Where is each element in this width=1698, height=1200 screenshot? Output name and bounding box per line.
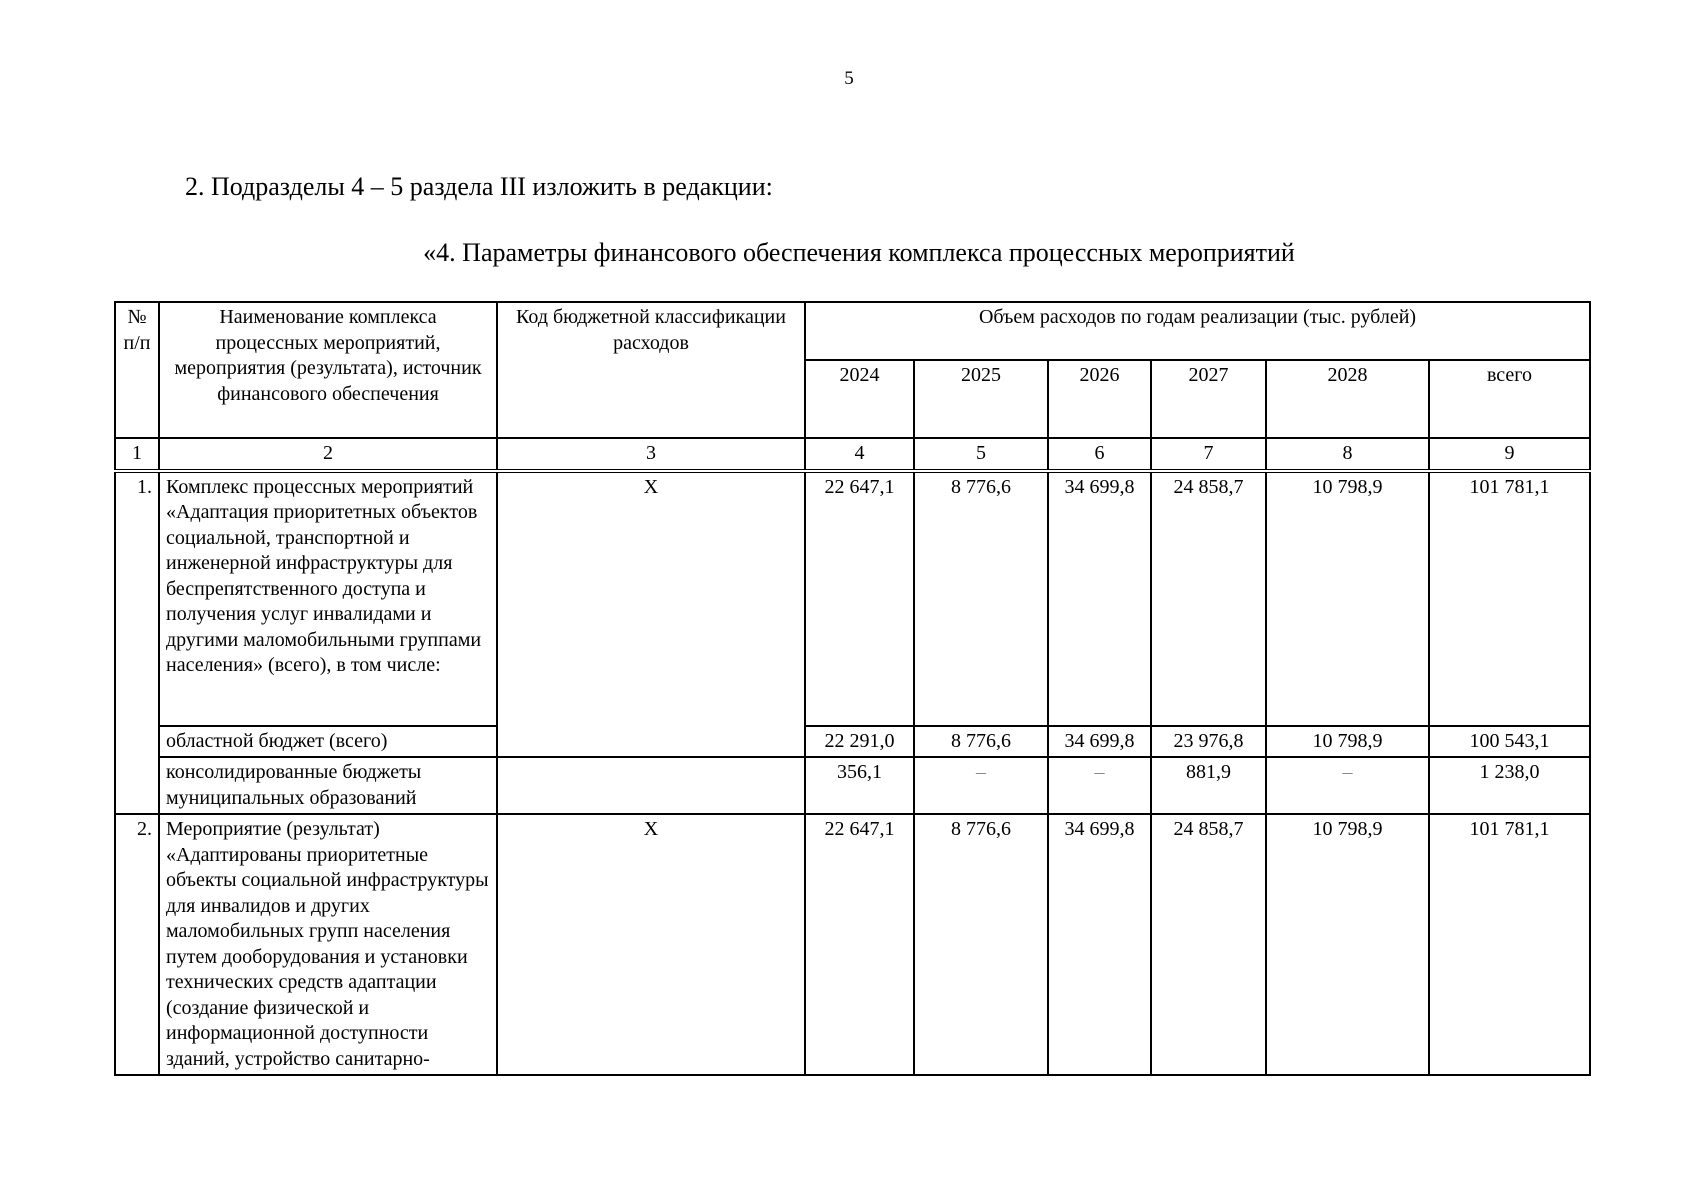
value-2027: 24 858,7 [1151, 814, 1266, 1075]
value-2025: 8 776,6 [914, 471, 1048, 726]
row-number: 1. [115, 471, 159, 815]
value-2028: 10 798,9 [1266, 726, 1429, 758]
header-name: Наименование комплекса процессных мероприятий, мероприятия (результата), источник финансового обеспечения [159, 302, 497, 438]
header-year-2024: 2024 [805, 360, 914, 438]
value-2024: 22 647,1 [805, 471, 914, 726]
value-2027: 24 858,7 [1151, 471, 1266, 726]
value-2026: – [1048, 757, 1151, 814]
col-number: 4 [805, 438, 914, 471]
header-row-1 [115, 302, 1590, 360]
table-row [115, 757, 1590, 814]
financing-table [114, 301, 1591, 1076]
value-2028: – [1266, 757, 1429, 814]
header-year-2025: 2025 [914, 360, 1048, 438]
col-number: 5 [914, 438, 1048, 471]
table-row [115, 726, 1590, 758]
row-name: консолидированные бюджеты муниципальных образований [159, 757, 497, 814]
column-numbers-row [115, 438, 1590, 471]
col-number: 7 [1151, 438, 1266, 471]
value-2026: 34 699,8 [1048, 726, 1151, 758]
value-total: 101 781,1 [1429, 471, 1590, 726]
header-year-2026: 2026 [1048, 360, 1151, 438]
header-volume: Объем расходов по годам реализации (тыс. рублей) [805, 302, 1590, 360]
col-number: 6 [1048, 438, 1151, 471]
col-number: 2 [159, 438, 497, 471]
table-row [115, 814, 1590, 1075]
col-number: 8 [1266, 438, 1429, 471]
header-num: № п/п [115, 302, 159, 438]
row-name: Комплекс процессных мероприятий «Адаптация приоритетных объектов социальной, транспортной и инженерной инфраструктуры для беспрепятственного доступа и получения услуг инвалидами и другими маломобильными группами населения» (всего), в том числе: [159, 471, 497, 726]
value-total: 100 543,1 [1429, 726, 1590, 758]
col-number: 9 [1429, 438, 1590, 471]
col-number: 3 [497, 438, 805, 471]
value-2026: 34 699,8 [1048, 814, 1151, 1075]
value-2025: 8 776,6 [914, 726, 1048, 758]
value-2027: 881,9 [1151, 757, 1266, 814]
row-number: 2. [115, 814, 159, 1075]
row-code: Х [497, 471, 805, 758]
page-number: 5 [844, 68, 854, 89]
section-title: «4. Параметры финансового обеспечения комплекса процессных мероприятий [423, 238, 1295, 267]
value-2025: 8 776,6 [914, 814, 1048, 1075]
row-name: областной бюджет (всего) [159, 726, 497, 758]
row-name: Мероприятие (результат) «Адаптированы приоритетные объекты социальной инфраструктуры для инвалидов и других маломобильных групп населения путем дооборудования и установки технических средств адаптации (создание физической и информационной доступности зданий, устройство санитарно- [159, 814, 497, 1075]
header-code: Код бюджетной классификации расходов [497, 302, 805, 438]
value-2026: 34 699,8 [1048, 471, 1151, 726]
header-year-2027: 2027 [1151, 360, 1266, 438]
table-row [115, 471, 1590, 726]
value-2025: – [914, 757, 1048, 814]
value-2024: 22 291,0 [805, 726, 914, 758]
value-2027: 23 976,8 [1151, 726, 1266, 758]
value-2028: 10 798,9 [1266, 471, 1429, 726]
value-2024: 22 647,1 [805, 814, 914, 1075]
row-code [497, 757, 805, 814]
value-2024: 356,1 [805, 757, 914, 814]
intro-paragraph: 2. Подразделы 4 – 5 раздела III изложить в редакции: [185, 172, 773, 201]
value-2028: 10 798,9 [1266, 814, 1429, 1075]
value-total: 101 781,1 [1429, 814, 1590, 1075]
value-total: 1 238,0 [1429, 757, 1590, 814]
header-year-2028: 2028 [1266, 360, 1429, 438]
col-number: 1 [115, 438, 159, 471]
row-code: Х [497, 814, 805, 1075]
header-total: всего [1429, 360, 1590, 438]
